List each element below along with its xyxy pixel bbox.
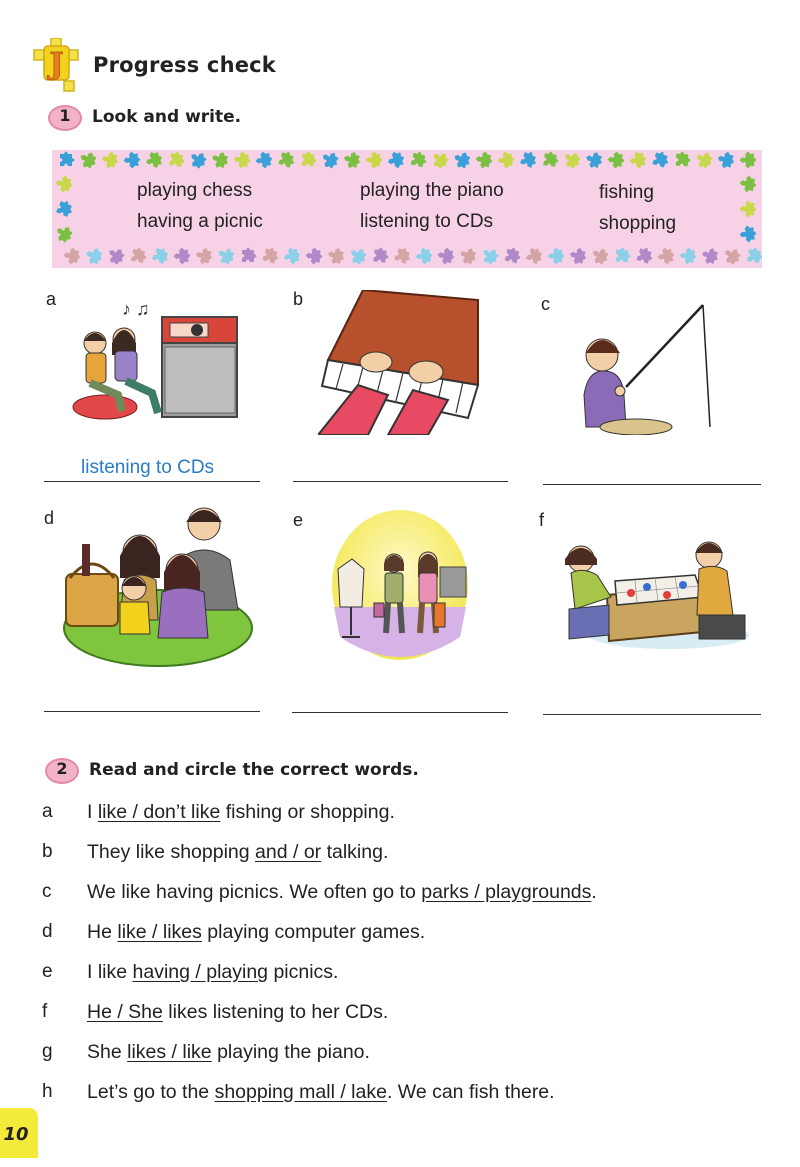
item-e-letter: e <box>293 510 304 530</box>
sentence-after: . <box>591 881 597 903</box>
puzzle-piece-icon <box>394 246 413 265</box>
exercise-1-badge <box>48 105 80 129</box>
puzzle-piece-icon <box>219 248 237 266</box>
puzzle-piece-icon <box>351 249 368 266</box>
puzzle-piece-icon <box>234 150 254 170</box>
puzzle-piece-icon <box>593 248 610 265</box>
word-bank-item: playing the piano <box>360 180 504 201</box>
exercise-1-instruction: Look and write. <box>92 107 242 127</box>
word-choice[interactable]: like / don’t like <box>97 801 221 823</box>
word-choice[interactable]: like / likes <box>117 921 202 943</box>
puzzle-piece-icon <box>169 151 186 168</box>
svg-text:♪ ♫: ♪ ♫ <box>122 299 150 319</box>
puzzle-piece-icon <box>434 154 449 169</box>
exercise-2-number: 2 <box>56 759 68 778</box>
puzzle-piece-icon <box>86 247 105 266</box>
puzzle-piece-icon <box>366 150 387 170</box>
answer-line-c[interactable] <box>543 484 761 485</box>
sentence-letter: g <box>42 1041 53 1062</box>
sentence-after: likes listening to her CDs. <box>162 1001 389 1023</box>
puzzle-piece-icon <box>747 247 762 264</box>
sentence-row <box>87 921 425 944</box>
sentence-after: picnics. <box>268 961 339 983</box>
sentence-before: I <box>87 801 98 823</box>
puzzle-piece-icon <box>520 150 539 169</box>
sentence-after: playing computer games. <box>201 921 426 943</box>
sentence-after: . We can fish there. <box>386 1081 555 1103</box>
puzzle-piece-icon <box>680 246 700 266</box>
puzzle-piece-icon <box>344 151 364 171</box>
item-d-letter: d <box>44 508 55 528</box>
exercise-1-number: 1 <box>59 106 71 125</box>
puzzle-piece-icon <box>102 150 122 170</box>
picture-playing-piano <box>318 290 483 440</box>
puzzle-piece-icon <box>124 150 144 170</box>
sentence-letter: h <box>42 1081 53 1102</box>
puzzle-piece-icon <box>630 150 650 170</box>
puzzle-piece-icon <box>740 224 760 244</box>
answer-line-b[interactable] <box>293 481 508 482</box>
sentence-letter: f <box>42 1001 48 1022</box>
answer-line-a[interactable] <box>44 481 260 482</box>
puzzle-piece-icon <box>388 150 408 169</box>
puzzle-piece-icon <box>548 246 569 267</box>
picture-listening-to-music <box>70 295 250 435</box>
answer-line-f[interactable] <box>543 714 761 715</box>
exercise-2-badge <box>45 758 77 782</box>
item-f-letter: f <box>539 510 545 530</box>
sentence-before: I like <box>87 961 133 983</box>
puzzle-piece-icon <box>652 150 670 168</box>
item-c-letter: c <box>541 294 550 314</box>
puzzle-piece-icon <box>526 246 546 266</box>
puzzle-piece-icon <box>196 246 216 266</box>
puzzle-piece-icon <box>56 199 75 218</box>
puzzle-piece-icon <box>476 150 496 170</box>
puzzle-piece-icon <box>718 151 738 171</box>
puzzle-piece-icon <box>328 247 347 266</box>
puzzle-piece-icon <box>438 246 458 266</box>
puzzle-piece-icon <box>636 246 654 264</box>
word-choice[interactable]: having / playing <box>132 961 269 983</box>
puzzle-piece-icon <box>64 246 84 266</box>
puzzle-piece-icon <box>212 151 231 170</box>
sentence-letter: b <box>42 841 53 862</box>
puzzle-piece-icon <box>263 246 281 264</box>
sentence-row <box>87 1041 370 1064</box>
puzzle-piece-icon <box>740 174 760 194</box>
puzzle-piece-icon <box>56 174 76 194</box>
puzzle-piece-icon <box>658 246 678 266</box>
item-a-answer: listening to CDs <box>81 457 215 478</box>
sentence-after: talking. <box>321 841 389 863</box>
puzzle-border <box>52 150 762 268</box>
puzzle-piece-icon <box>460 248 478 266</box>
sentence-after: playing the piano. <box>211 1041 370 1063</box>
puzzle-piece-icon <box>174 246 194 266</box>
puzzle-piece-icon <box>565 153 581 169</box>
sentence-letter: a <box>42 801 53 822</box>
word-choice[interactable]: likes / like <box>127 1041 212 1063</box>
puzzle-piece-icon <box>616 247 631 262</box>
sentence-row <box>87 961 338 984</box>
puzzle-piece-icon <box>302 151 317 166</box>
sentence-before: She <box>87 1041 128 1063</box>
page-number: 10 <box>3 1124 29 1145</box>
page-number-badge <box>0 1108 40 1158</box>
word-bank-item: listening to CDs <box>360 211 494 232</box>
puzzle-piece-icon <box>373 247 389 263</box>
word-choice[interactable]: and / or <box>255 841 322 863</box>
word-choice[interactable]: shopping mall / lake <box>214 1081 387 1103</box>
answer-line-e[interactable] <box>292 712 508 713</box>
puzzle-piece-icon <box>191 153 207 169</box>
word-bank <box>52 150 762 268</box>
puzzle-piece-icon <box>57 227 73 243</box>
unit-logo <box>32 38 82 94</box>
sentence-row <box>87 1001 388 1024</box>
puzzle-piece-icon <box>505 246 522 263</box>
picture-family-picnic <box>58 500 253 673</box>
page-title: Progress check <box>93 53 276 77</box>
word-choice[interactable]: parks / playgrounds <box>421 881 592 903</box>
puzzle-piece-icon <box>146 150 165 169</box>
item-b-letter: b <box>293 289 304 309</box>
word-choice[interactable]: He / She <box>87 1001 163 1023</box>
picture-shopping <box>330 507 470 667</box>
picture-playing-chess <box>549 535 749 655</box>
puzzle-piece-icon <box>543 151 559 167</box>
puzzle-piece-icon <box>484 250 499 265</box>
puzzle-piece-icon <box>586 151 605 170</box>
puzzle-piece-icon <box>411 150 429 168</box>
puzzle-piece-icon <box>242 247 257 262</box>
exercise-2-instruction: Read and circle the correct words. <box>89 760 419 780</box>
sentence-letter: c <box>42 881 52 902</box>
puzzle-piece-icon <box>498 150 518 170</box>
puzzle-piece-icon <box>608 150 628 170</box>
puzzle-piece-icon <box>81 152 99 170</box>
word-bank-item: fishing <box>599 182 654 203</box>
puzzle-piece-icon <box>676 151 691 166</box>
puzzle-piece-icon <box>131 247 148 264</box>
sentence-after: fishing or shopping. <box>220 801 395 823</box>
sentence-before: We like having picnics. We often go to <box>87 881 422 903</box>
sentence-row <box>87 801 395 824</box>
puzzle-piece-icon <box>284 246 304 266</box>
sentence-row <box>87 841 388 864</box>
sentence-row <box>87 1081 555 1104</box>
item-a-letter: a <box>46 289 57 309</box>
sentence-letter: e <box>42 961 53 982</box>
sentence-before: He <box>87 921 118 943</box>
puzzle-piece-icon <box>152 246 172 266</box>
answer-line-d[interactable] <box>44 711 260 712</box>
puzzle-piece-icon <box>306 246 326 266</box>
picture-fishing <box>578 295 718 440</box>
sentence-before: Let’s go to the <box>87 1081 215 1103</box>
puzzle-piece-icon <box>454 152 472 170</box>
puzzle-piece-icon <box>278 150 297 169</box>
puzzle-piece-icon <box>60 152 75 167</box>
sentence-letter: d <box>42 921 53 942</box>
puzzle-piece-icon <box>725 249 741 265</box>
word-bank-item: playing chess <box>137 180 253 201</box>
puzzle-piece-icon <box>416 246 436 266</box>
sentence-before: They like shopping <box>87 841 256 863</box>
puzzle-piece-icon <box>323 152 340 169</box>
puzzle-piece-icon <box>570 247 590 267</box>
puzzle-piece-icon <box>740 150 761 170</box>
puzzle-piece-icon <box>740 199 760 219</box>
puzzle-piece-icon <box>109 249 125 265</box>
puzzle-piece-icon <box>256 150 276 170</box>
word-bank-item: having a picnic <box>137 211 263 232</box>
puzzle-piece-icon <box>702 247 721 266</box>
sentence-row <box>87 881 597 904</box>
puzzle-piece-icon <box>697 152 715 170</box>
unit-letter: J <box>49 47 64 82</box>
word-bank-item: shopping <box>599 213 677 234</box>
